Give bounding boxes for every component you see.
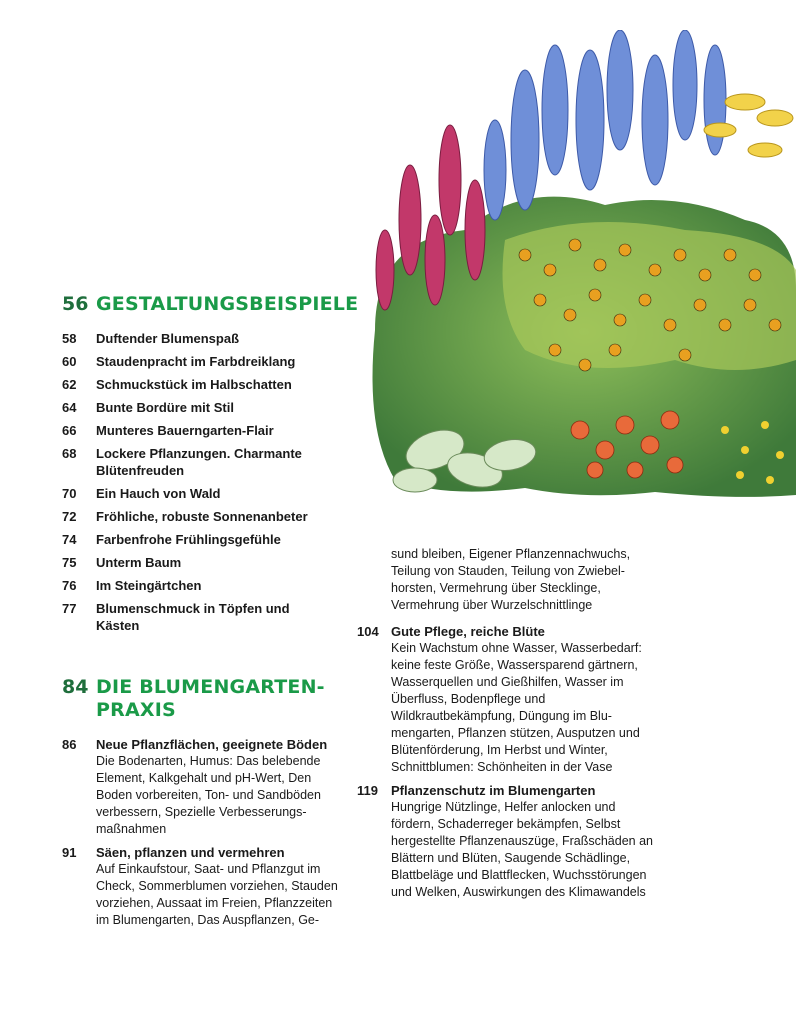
toc-entry-title: Gute Pflege, reiche Blüte (391, 624, 545, 639)
section-title-line1: DIE BLUMENGARTEN- (96, 676, 325, 698)
flower-border-illustration-icon (355, 30, 796, 500)
toc-page-number: 72 (62, 509, 77, 524)
section-heading (62, 676, 325, 722)
toc-entry[interactable] (62, 485, 347, 502)
toc-page-number: 77 (62, 601, 77, 616)
toc-entry[interactable] (62, 736, 347, 838)
section-page-number: 84 (62, 676, 89, 698)
toc-entry-description: Hungrige Nützlinge, Helfer anlocken und fördern, Schaderreger bekämpfen, Selbst hergestellte Pflanzenauszüge, Fraßschäden an Blättern und Blüten, Saugende Schädlinge, Blattbeläge und Blattflecken, Wuchsstörungen und Welken, Auswirkungen des Klimawandels (391, 800, 653, 899)
section-title: GESTALTUNGSBEISPIELE (96, 293, 359, 315)
section-page-number: 56 (62, 293, 89, 315)
toc-entry-title: Munteres Bauerngarten-Flair (96, 423, 274, 438)
toc-page-number: 75 (62, 555, 77, 570)
section-title-line2: PRAXIS (96, 699, 176, 721)
toc-page-number: 86 (62, 737, 77, 752)
toc-entry-title: Lockere Pflanzungen. Charmante Blütenfreuden (96, 446, 302, 478)
toc-entry-title: Ein Hauch von Wald (96, 486, 221, 501)
toc-page-number: 104 (357, 624, 379, 639)
toc-entry-title: Unterm Baum (96, 555, 182, 570)
toc-entry[interactable] (62, 376, 347, 393)
toc-entry[interactable] (62, 844, 347, 929)
toc-entry-title: Farbenfrohe Frühlingsgefühle (96, 532, 281, 547)
toc-entry-title: Neue Pflanzflächen, geeignete Böden (96, 737, 328, 752)
toc-entry[interactable] (62, 445, 347, 479)
toc-entry[interactable] (62, 508, 347, 525)
toc-entry-description: Kein Wachstum ohne Wasser, Wasserbedarf: keine feste Größe, Wassersparend gärtnern, Wasserquellen und Gießhilfen, Wasser im Überfluss, Bodenpflege und Wildkrautbekämpfung, Düngung im Blumengarten, Pflanzen stützen, Ausputzen und Blütenförderung, Im Herbst und Winter, Schnittblumen: Schönheiten in der Vase (391, 641, 642, 774)
toc-page-number: 68 (62, 446, 77, 461)
toc-page-number: 58 (62, 331, 77, 346)
toc-page-number: 64 (62, 400, 77, 415)
toc-page-number: 66 (62, 423, 77, 438)
toc-entry-title: Fröhliche, robuste Sonnenanbeter (96, 509, 308, 524)
toc-entry[interactable] (62, 330, 347, 347)
toc-entry-title: Duftender Blumenspaß (96, 331, 240, 346)
toc-entry[interactable] (62, 577, 347, 594)
toc-page-number: 62 (62, 377, 77, 392)
toc-entry[interactable] (62, 353, 347, 370)
toc-page-number: 119 (357, 783, 378, 798)
toc-entry-description: Die Bodenarten, Humus: Das belebende Element, Kalkgehalt und pH-Wert, Den Boden vorbereiten, Ton- und Sandböden verbessern, Spezielle Verbesserungsmaßnahmen (96, 754, 321, 836)
toc-continuation-text: sund bleiben, Eigener Pflanzennachwuchs, Teilung von Stauden, Teilung von Zwiebelhorsten, Vermehrung über Stecklinge, Vermehrung über Wurzelschnittlinge (391, 547, 631, 612)
toc-entry-title: Säen, pflanzen und vermehren (96, 845, 285, 860)
toc-page-number: 60 (62, 354, 77, 369)
toc-entry-title: Staudenpracht im Farbdreiklang (96, 354, 296, 369)
toc-page-number: 74 (62, 532, 77, 547)
toc-entry-description: Auf Einkaufstour, Saat- und Pflanzgut im Check, Sommerblumen vorziehen, Stauden vorziehen, Aussaat im Freien, Pflanzzeiten im Blumengarten, Das Auspflanzen, Ge- (96, 862, 338, 927)
section-heading (62, 293, 358, 316)
toc-entry[interactable] (62, 600, 347, 634)
toc-entry-title: Blumenschmuck in Töpfen und Kästen (96, 601, 290, 633)
toc-entry[interactable] (62, 399, 347, 416)
toc-page-number: 91 (62, 845, 77, 860)
toc-entry-title: Bunte Bordüre mit Stil (96, 400, 234, 415)
toc-entry[interactable] (62, 422, 347, 439)
toc-entry[interactable] (62, 554, 347, 571)
toc-page-number: 76 (62, 578, 77, 593)
toc-entry[interactable] (357, 623, 657, 776)
toc-page-number: 70 (62, 486, 77, 501)
toc-entry[interactable] (62, 531, 347, 548)
toc-list-gestaltung (62, 330, 347, 634)
section-title (96, 676, 325, 722)
toc-entry[interactable] (357, 782, 657, 901)
toc-entry-title: Schmuckstück im Halbschatten (96, 377, 292, 392)
toc-list-praxis-right (357, 623, 657, 901)
toc-list-praxis-left (62, 736, 347, 929)
toc-entry-title: Pflanzenschutz im Blumengarten (391, 783, 596, 798)
toc-entry-title: Im Steingärtchen (96, 578, 202, 593)
